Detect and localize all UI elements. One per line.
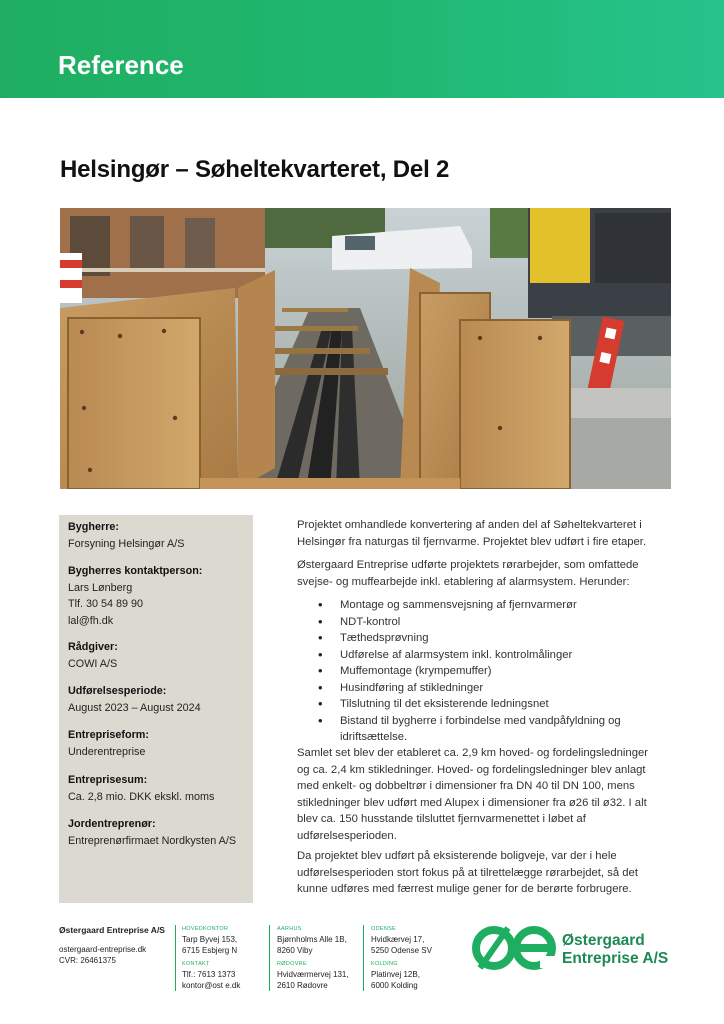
footer-company-info (59, 925, 165, 966)
logo-line-2: Entreprise A/S (562, 950, 669, 967)
footer-divider (269, 925, 270, 991)
list-item: • NDT-kontrol (318, 614, 664, 631)
paragraph-text: Da projektet blev udført på eksisterende boligveje, var der i hele udførelsesperioden stort fokus på at tilrettelægge rørarbejdet, så det kunne udføres med færrest mulige gener for de berørte forbrugere. (297, 850, 638, 895)
list-item: • Muffemontage (krympemuffer) (318, 663, 664, 680)
footer-divider (175, 925, 176, 991)
reference-banner (0, 0, 724, 98)
sidebar-entreprisesum (68, 772, 214, 805)
footer-address: Hvidkærvej 17, (371, 935, 425, 944)
sidebar-entrepriseform (68, 727, 149, 760)
paragraph-text: Østergaard Entreprise udførte projektets rørarbejder, som omfattede svejse- og muffearbejde inkl. etablering af alarmsystem. Herunder: (297, 559, 639, 588)
list-item: • Montage og sammensvejsning af fjernvarmerør (318, 597, 664, 614)
sidebar-label: Bygherres kontaktperson: (68, 565, 203, 577)
footer-address: Bjørnholms Alle 1B, (277, 935, 347, 944)
footer-address: 5250 Odense SV (371, 946, 432, 955)
trench-construction-illustration (60, 208, 671, 489)
footer-address: 2610 Rødovre (277, 981, 328, 990)
sidebar-kontaktperson (68, 563, 202, 629)
sidebar-bygherre (68, 519, 184, 552)
footer-email: kontor@ost e.dk (182, 981, 241, 990)
sidebar-label: Udførelsesperiode: (68, 685, 167, 697)
sidebar-value: August 2023 – August 2024 (68, 701, 201, 714)
footer-label: HOVEDKONTOR (182, 926, 229, 932)
scope-bullet-list (318, 597, 664, 746)
sidebar-label: Bygherre: (68, 521, 120, 533)
footer-label: ODENSE (371, 926, 397, 932)
summary-paragraph (297, 745, 663, 844)
footer-address: 6715 Esbjerg N (182, 946, 238, 955)
logo-line-1: Østergaard (562, 932, 645, 949)
banner-title: Reference (58, 50, 184, 80)
intro-paragraph (297, 517, 663, 550)
paragraph-text: Samlet set blev der etableret ca. 2,9 km hoved- og fordelingsledninger og ca. 2,4 km stikledninger. Hoved- og fordelingsledninger blev anlagt med enkelt- og dobbeltrør i dimensioner fra DN 40 til DN 100, mens stikledninger blev udført med Alupex i dimensioner fra ø26 til ø32. I alt blev ca. 150 husstande tilsluttet fjernvarmenettet i løbet af udførelsesperioden. (297, 747, 649, 842)
sidebar-label: Rådgiver: (68, 641, 118, 653)
footer-address: Hvidværmervej 131, (277, 970, 349, 979)
sidebar-value: COWI A/S (68, 657, 118, 670)
project-facts-sidebar (59, 515, 253, 903)
sidebar-raadgiver (68, 639, 118, 672)
footer-company-name: Østergaard Entreprise A/S (59, 925, 165, 935)
footer-address: Platinvej 12B, (371, 970, 420, 979)
sidebar-value: lal@fh.dk (68, 614, 114, 627)
sidebar-label: Jordentreprenør: (68, 818, 156, 830)
footer-aarhus-rodovre (277, 925, 349, 991)
footer-label: KOLDING (371, 961, 398, 967)
sidebar-value: Forsyning Helsingør A/S (68, 537, 185, 550)
sidebar-value: Lars Lønberg (68, 581, 133, 594)
list-item: • Tilslutning til det eksisterende ledningsnet (318, 696, 664, 713)
list-item: • Udførelse af alarmsystem inkl. kontrolmålinger (318, 647, 664, 664)
list-item: • Bistand til bygherre i forbindelse med vandpåfyldning og idriftsættelse. (318, 713, 664, 746)
footer-phone: Tlf.: 7613 1373 (182, 970, 236, 979)
list-item: • Tæthedsprøvning (318, 630, 664, 647)
sidebar-value: Underentreprise (68, 745, 146, 758)
logo-wordmark (562, 932, 668, 968)
footer-label: RØDOVRE (277, 961, 307, 967)
footer-cvr: CVR: 26461375 (59, 956, 116, 965)
footer-divider (363, 925, 364, 991)
footer-address: 8260 Viby (277, 946, 313, 955)
footer-address: Tarp Byvej 153, (182, 935, 238, 944)
sidebar-value: Tlf. 30 54 89 90 (68, 598, 144, 610)
sidebar-value: Ca. 2,8 mio. DKK ekskl. moms (68, 790, 215, 803)
scope-paragraph (297, 557, 663, 590)
paragraph-text: Projektet omhandlede konvertering af anden del af Søheltekvarteret i Helsingør fra naturgas til fjernvarme. Projektet blev udført i fire etaper. (297, 519, 647, 548)
project-photo (60, 208, 671, 489)
sidebar-label: Entrepriseform: (68, 729, 149, 741)
footer-website: ostergaard-entreprise.dk (59, 945, 147, 954)
sidebar-label: Entreprisesum: (68, 774, 148, 786)
footer-label: KONTAKT (182, 961, 210, 967)
footer-odense-kolding (371, 925, 432, 991)
sidebar-value: Entreprenørfirmaet Nordkysten A/S (68, 834, 237, 847)
footer-hq (182, 925, 240, 991)
sidebar-jordentreprenoer (68, 816, 236, 849)
page-title: Helsingør – Søheltekvarteret, Del 2 (60, 156, 450, 183)
sidebar-udfoerelsesperiode (68, 683, 201, 716)
footer-label: AARHUS (277, 926, 302, 932)
list-item: • Husindføring af stikledninger (318, 680, 664, 697)
closing-paragraph (297, 848, 663, 898)
footer-address: 6000 Kolding (371, 981, 418, 990)
